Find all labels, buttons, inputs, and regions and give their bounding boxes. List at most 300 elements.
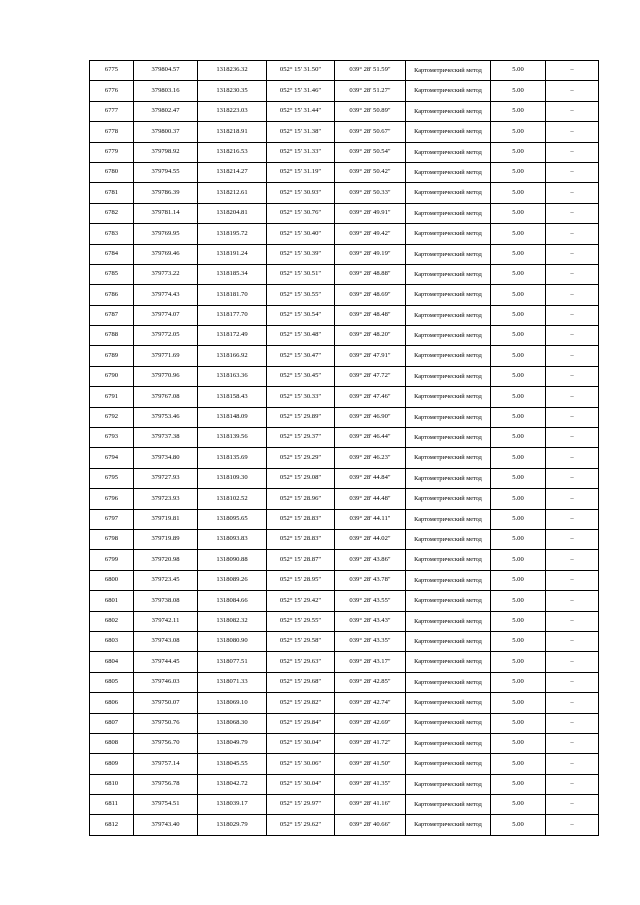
x-coordinate-cell: 379786.39 — [134, 183, 198, 203]
accuracy-cell: 5.00 — [491, 550, 546, 570]
y-coordinate-cell: 1318069.10 — [198, 693, 267, 713]
method-cell: Картометрический метод — [406, 203, 491, 223]
x-coordinate-cell: 379781.14 — [134, 203, 198, 223]
latitude-cell: 052° 15' 29.97" — [267, 795, 335, 815]
y-coordinate-cell: 1318223.03 — [198, 101, 267, 121]
method-cell: Картометрический метод — [406, 652, 491, 672]
accuracy-cell: 5.00 — [491, 713, 546, 733]
latitude-cell: 052° 15' 30.93" — [267, 183, 335, 203]
y-coordinate-cell: 1318039.17 — [198, 795, 267, 815]
y-coordinate-cell: 1318212.61 — [198, 183, 267, 203]
table-row — [90, 142, 599, 162]
x-coordinate-cell: 379743.08 — [134, 631, 198, 651]
method-cell: Картометрический метод — [406, 142, 491, 162]
point-number-cell: 6812 — [90, 815, 134, 835]
table-row — [90, 407, 599, 427]
table-row — [90, 326, 599, 346]
accuracy-cell: 5.00 — [491, 162, 546, 182]
table-row — [90, 244, 599, 264]
method-cell: Картометрический метод — [406, 387, 491, 407]
note-cell: – — [546, 285, 599, 305]
latitude-cell: 052° 15' 30.04" — [267, 733, 335, 753]
point-number-cell: 6807 — [90, 713, 134, 733]
x-coordinate-cell: 379769.95 — [134, 224, 198, 244]
y-coordinate-cell: 1318135.69 — [198, 448, 267, 468]
longitude-cell: 039° 28' 48.20" — [335, 326, 406, 346]
point-number-cell: 6779 — [90, 142, 134, 162]
table-row — [90, 366, 599, 386]
longitude-cell: 039° 28' 46.44" — [335, 428, 406, 448]
method-cell: Картометрический метод — [406, 795, 491, 815]
y-coordinate-cell: 1318185.34 — [198, 264, 267, 284]
table-row — [90, 468, 599, 488]
accuracy-cell: 5.00 — [491, 733, 546, 753]
table-row — [90, 713, 599, 733]
note-cell: – — [546, 509, 599, 529]
latitude-cell: 052° 15' 29.42" — [267, 591, 335, 611]
x-coordinate-cell: 379794.55 — [134, 162, 198, 182]
accuracy-cell: 5.00 — [491, 203, 546, 223]
longitude-cell: 039° 28' 40.66" — [335, 815, 406, 835]
note-cell: – — [546, 570, 599, 590]
y-coordinate-cell: 1318045.55 — [198, 754, 267, 774]
note-cell: – — [546, 489, 599, 509]
longitude-cell: 039° 28' 50.89" — [335, 101, 406, 121]
method-cell: Картометрический метод — [406, 774, 491, 794]
longitude-cell: 039° 28' 43.17" — [335, 652, 406, 672]
x-coordinate-cell: 379750.07 — [134, 693, 198, 713]
point-number-cell: 6805 — [90, 672, 134, 692]
y-coordinate-cell: 1318042.72 — [198, 774, 267, 794]
latitude-cell: 052° 15' 28.83" — [267, 509, 335, 529]
point-number-cell: 6811 — [90, 795, 134, 815]
method-cell: Картометрический метод — [406, 468, 491, 488]
y-coordinate-cell: 1318068.30 — [198, 713, 267, 733]
method-cell: Картометрический метод — [406, 611, 491, 631]
latitude-cell: 052° 15' 30.06" — [267, 754, 335, 774]
latitude-cell: 052° 15' 31.38" — [267, 122, 335, 142]
x-coordinate-cell: 379723.93 — [134, 489, 198, 509]
latitude-cell: 052° 15' 30.51" — [267, 264, 335, 284]
point-number-cell: 6809 — [90, 754, 134, 774]
note-cell: – — [546, 142, 599, 162]
y-coordinate-cell: 1318204.81 — [198, 203, 267, 223]
longitude-cell: 039° 28' 49.42" — [335, 224, 406, 244]
note-cell: – — [546, 693, 599, 713]
longitude-cell: 039° 28' 51.27" — [335, 81, 406, 101]
method-cell: Картометрический метод — [406, 122, 491, 142]
point-number-cell: 6810 — [90, 774, 134, 794]
table-row — [90, 631, 599, 651]
x-coordinate-cell: 379757.14 — [134, 754, 198, 774]
point-number-cell: 6796 — [90, 489, 134, 509]
point-number-cell: 6806 — [90, 693, 134, 713]
longitude-cell: 039° 28' 49.19" — [335, 244, 406, 264]
accuracy-cell: 5.00 — [491, 448, 546, 468]
longitude-cell: 039° 28' 43.35" — [335, 631, 406, 651]
longitude-cell: 039° 28' 48.69" — [335, 285, 406, 305]
longitude-cell: 039° 28' 46.90" — [335, 407, 406, 427]
point-number-cell: 6788 — [90, 326, 134, 346]
y-coordinate-cell: 1318093.83 — [198, 529, 267, 549]
latitude-cell: 052° 15' 29.68" — [267, 672, 335, 692]
method-cell: Картометрический метод — [406, 183, 491, 203]
accuracy-cell: 5.00 — [491, 285, 546, 305]
accuracy-cell: 5.00 — [491, 672, 546, 692]
table-row — [90, 754, 599, 774]
method-cell: Картометрический метод — [406, 591, 491, 611]
note-cell: – — [546, 162, 599, 182]
note-cell: – — [546, 81, 599, 101]
longitude-cell: 039° 28' 44.84" — [335, 468, 406, 488]
y-coordinate-cell: 1318109.30 — [198, 468, 267, 488]
coordinates-table — [89, 60, 599, 836]
longitude-cell: 039° 28' 43.78" — [335, 570, 406, 590]
latitude-cell: 052° 15' 30.48" — [267, 326, 335, 346]
note-cell: – — [546, 224, 599, 244]
x-coordinate-cell: 379746.03 — [134, 672, 198, 692]
method-cell: Картометрический метод — [406, 224, 491, 244]
x-coordinate-cell: 379753.46 — [134, 407, 198, 427]
accuracy-cell: 5.00 — [491, 468, 546, 488]
y-coordinate-cell: 1318181.70 — [198, 285, 267, 305]
x-coordinate-cell: 379750.76 — [134, 713, 198, 733]
point-number-cell: 6798 — [90, 529, 134, 549]
y-coordinate-cell: 1318218.91 — [198, 122, 267, 142]
table-row — [90, 346, 599, 366]
longitude-cell: 039° 28' 42.69" — [335, 713, 406, 733]
accuracy-cell: 5.00 — [491, 774, 546, 794]
latitude-cell: 052° 15' 29.58" — [267, 631, 335, 651]
point-number-cell: 6799 — [90, 550, 134, 570]
x-coordinate-cell: 379720.98 — [134, 550, 198, 570]
latitude-cell: 052° 15' 30.45" — [267, 366, 335, 386]
point-number-cell: 6785 — [90, 264, 134, 284]
note-cell: – — [546, 407, 599, 427]
method-cell: Картометрический метод — [406, 489, 491, 509]
note-cell: – — [546, 815, 599, 835]
latitude-cell: 052° 15' 29.55" — [267, 611, 335, 631]
point-number-cell: 6803 — [90, 631, 134, 651]
y-coordinate-cell: 1318080.90 — [198, 631, 267, 651]
note-cell: – — [546, 326, 599, 346]
x-coordinate-cell: 379738.08 — [134, 591, 198, 611]
accuracy-cell: 5.00 — [491, 489, 546, 509]
method-cell: Картометрический метод — [406, 162, 491, 182]
accuracy-cell: 5.00 — [491, 101, 546, 121]
note-cell: – — [546, 672, 599, 692]
latitude-cell: 052° 15' 31.50" — [267, 61, 335, 81]
y-coordinate-cell: 1318191.24 — [198, 244, 267, 264]
latitude-cell: 052° 15' 29.37" — [267, 428, 335, 448]
latitude-cell: 052° 15' 28.96" — [267, 489, 335, 509]
table-row — [90, 428, 599, 448]
accuracy-cell: 5.00 — [491, 754, 546, 774]
method-cell: Картометрический метод — [406, 733, 491, 753]
latitude-cell: 052° 15' 28.95" — [267, 570, 335, 590]
accuracy-cell: 5.00 — [491, 591, 546, 611]
x-coordinate-cell: 379737.38 — [134, 428, 198, 448]
note-cell: – — [546, 774, 599, 794]
x-coordinate-cell: 379756.78 — [134, 774, 198, 794]
table-body — [90, 61, 599, 836]
latitude-cell: 052° 15' 28.83" — [267, 529, 335, 549]
table-row — [90, 570, 599, 590]
x-coordinate-cell: 379734.80 — [134, 448, 198, 468]
point-number-cell: 6793 — [90, 428, 134, 448]
point-number-cell: 6795 — [90, 468, 134, 488]
note-cell: – — [546, 346, 599, 366]
x-coordinate-cell: 379770.96 — [134, 366, 198, 386]
y-coordinate-cell: 1318195.72 — [198, 224, 267, 244]
table-row — [90, 693, 599, 713]
accuracy-cell: 5.00 — [491, 224, 546, 244]
point-number-cell: 6794 — [90, 448, 134, 468]
note-cell: – — [546, 203, 599, 223]
latitude-cell: 052° 15' 30.76" — [267, 203, 335, 223]
latitude-cell: 052° 15' 29.08" — [267, 468, 335, 488]
table-row — [90, 305, 599, 325]
longitude-cell: 039° 28' 44.11" — [335, 509, 406, 529]
latitude-cell: 052° 15' 28.87" — [267, 550, 335, 570]
x-coordinate-cell: 379754.51 — [134, 795, 198, 815]
point-number-cell: 6776 — [90, 81, 134, 101]
y-coordinate-cell: 1318084.66 — [198, 591, 267, 611]
table-row — [90, 815, 599, 835]
point-number-cell: 6801 — [90, 591, 134, 611]
point-number-cell: 6791 — [90, 387, 134, 407]
longitude-cell: 039° 28' 47.91" — [335, 346, 406, 366]
point-number-cell: 6778 — [90, 122, 134, 142]
table-row — [90, 774, 599, 794]
longitude-cell: 039° 28' 47.46" — [335, 387, 406, 407]
point-number-cell: 6780 — [90, 162, 134, 182]
note-cell: – — [546, 264, 599, 284]
table-row — [90, 203, 599, 223]
accuracy-cell: 5.00 — [491, 815, 546, 835]
method-cell: Картометрический метод — [406, 407, 491, 427]
x-coordinate-cell: 379744.45 — [134, 652, 198, 672]
table-row — [90, 183, 599, 203]
longitude-cell: 039° 28' 41.16" — [335, 795, 406, 815]
latitude-cell: 052° 15' 31.33" — [267, 142, 335, 162]
longitude-cell: 039° 28' 48.48" — [335, 305, 406, 325]
method-cell: Картометрический метод — [406, 509, 491, 529]
method-cell: Картометрический метод — [406, 81, 491, 101]
latitude-cell: 052° 15' 31.44" — [267, 101, 335, 121]
point-number-cell: 6782 — [90, 203, 134, 223]
point-number-cell: 6777 — [90, 101, 134, 121]
latitude-cell: 052° 15' 29.29" — [267, 448, 335, 468]
method-cell: Картометрический метод — [406, 305, 491, 325]
accuracy-cell: 5.00 — [491, 264, 546, 284]
longitude-cell: 039° 28' 43.43" — [335, 611, 406, 631]
table-row — [90, 733, 599, 753]
x-coordinate-cell: 379773.22 — [134, 264, 198, 284]
point-number-cell: 6792 — [90, 407, 134, 427]
accuracy-cell: 5.00 — [491, 81, 546, 101]
point-number-cell: 6800 — [90, 570, 134, 590]
method-cell: Картометрический метод — [406, 550, 491, 570]
method-cell: Картометрический метод — [406, 428, 491, 448]
method-cell: Картометрический метод — [406, 285, 491, 305]
point-number-cell: 6775 — [90, 61, 134, 81]
table-row — [90, 162, 599, 182]
method-cell: Картометрический метод — [406, 101, 491, 121]
table-row — [90, 550, 599, 570]
accuracy-cell: 5.00 — [491, 529, 546, 549]
y-coordinate-cell: 1318139.56 — [198, 428, 267, 448]
longitude-cell: 039° 28' 41.50" — [335, 754, 406, 774]
y-coordinate-cell: 1318166.92 — [198, 346, 267, 366]
longitude-cell: 039° 28' 41.35" — [335, 774, 406, 794]
y-coordinate-cell: 1318177.70 — [198, 305, 267, 325]
x-coordinate-cell: 379771.69 — [134, 346, 198, 366]
point-number-cell: 6790 — [90, 366, 134, 386]
method-cell: Картометрический метод — [406, 448, 491, 468]
method-cell: Картометрический метод — [406, 244, 491, 264]
latitude-cell: 052° 15' 29.62" — [267, 815, 335, 835]
x-coordinate-cell: 379719.89 — [134, 529, 198, 549]
method-cell: Картометрический метод — [406, 326, 491, 346]
note-cell: – — [546, 244, 599, 264]
note-cell: – — [546, 183, 599, 203]
note-cell: – — [546, 122, 599, 142]
method-cell: Картометрический метод — [406, 61, 491, 81]
table-row — [90, 672, 599, 692]
latitude-cell: 052° 15' 31.46" — [267, 81, 335, 101]
accuracy-cell: 5.00 — [491, 244, 546, 264]
table-row — [90, 448, 599, 468]
y-coordinate-cell: 1318095.65 — [198, 509, 267, 529]
y-coordinate-cell: 1318089.26 — [198, 570, 267, 590]
point-number-cell: 6787 — [90, 305, 134, 325]
table-row — [90, 285, 599, 305]
x-coordinate-cell: 379774.43 — [134, 285, 198, 305]
x-coordinate-cell: 379727.93 — [134, 468, 198, 488]
latitude-cell: 052° 15' 30.39" — [267, 244, 335, 264]
note-cell: – — [546, 733, 599, 753]
longitude-cell: 039° 28' 42.74" — [335, 693, 406, 713]
point-number-cell: 6781 — [90, 183, 134, 203]
x-coordinate-cell: 379772.05 — [134, 326, 198, 346]
latitude-cell: 052° 15' 30.40" — [267, 224, 335, 244]
latitude-cell: 052° 15' 30.33" — [267, 387, 335, 407]
y-coordinate-cell: 1318214.27 — [198, 162, 267, 182]
latitude-cell: 052° 15' 29.89" — [267, 407, 335, 427]
table-row — [90, 591, 599, 611]
table-row — [90, 509, 599, 529]
longitude-cell: 039° 28' 43.86" — [335, 550, 406, 570]
note-cell: – — [546, 550, 599, 570]
x-coordinate-cell: 379743.40 — [134, 815, 198, 835]
table-row — [90, 652, 599, 672]
table-row — [90, 61, 599, 81]
latitude-cell: 052° 15' 29.84" — [267, 713, 335, 733]
point-number-cell: 6808 — [90, 733, 134, 753]
y-coordinate-cell: 1318158.43 — [198, 387, 267, 407]
accuracy-cell: 5.00 — [491, 611, 546, 631]
point-number-cell: 6797 — [90, 509, 134, 529]
x-coordinate-cell: 379800.37 — [134, 122, 198, 142]
point-number-cell: 6783 — [90, 224, 134, 244]
accuracy-cell: 5.00 — [491, 570, 546, 590]
table-row — [90, 224, 599, 244]
y-coordinate-cell: 1318163.36 — [198, 366, 267, 386]
note-cell: – — [546, 428, 599, 448]
longitude-cell: 039° 28' 49.91" — [335, 203, 406, 223]
note-cell: – — [546, 795, 599, 815]
table-row — [90, 489, 599, 509]
x-coordinate-cell: 379719.81 — [134, 509, 198, 529]
y-coordinate-cell: 1318236.32 — [198, 61, 267, 81]
accuracy-cell: 5.00 — [491, 407, 546, 427]
y-coordinate-cell: 1318172.49 — [198, 326, 267, 346]
longitude-cell: 039° 28' 48.88" — [335, 264, 406, 284]
accuracy-cell: 5.00 — [491, 326, 546, 346]
latitude-cell: 052° 15' 30.47" — [267, 346, 335, 366]
y-coordinate-cell: 1318071.33 — [198, 672, 267, 692]
accuracy-cell: 5.00 — [491, 693, 546, 713]
y-coordinate-cell: 1318077.51 — [198, 652, 267, 672]
accuracy-cell: 5.00 — [491, 509, 546, 529]
note-cell: – — [546, 591, 599, 611]
accuracy-cell: 5.00 — [491, 428, 546, 448]
accuracy-cell: 5.00 — [491, 652, 546, 672]
latitude-cell: 052° 15' 30.04" — [267, 774, 335, 794]
x-coordinate-cell: 379774.07 — [134, 305, 198, 325]
latitude-cell: 052° 15' 31.19" — [267, 162, 335, 182]
longitude-cell: 039° 28' 50.67" — [335, 122, 406, 142]
method-cell: Картометрический метод — [406, 693, 491, 713]
y-coordinate-cell: 1318029.79 — [198, 815, 267, 835]
x-coordinate-cell: 379723.45 — [134, 570, 198, 590]
longitude-cell: 039° 28' 50.42" — [335, 162, 406, 182]
note-cell: – — [546, 305, 599, 325]
longitude-cell: 039° 28' 44.02" — [335, 529, 406, 549]
x-coordinate-cell: 379756.70 — [134, 733, 198, 753]
table-row — [90, 101, 599, 121]
table-row — [90, 387, 599, 407]
note-cell: – — [546, 754, 599, 774]
latitude-cell: 052° 15' 29.82" — [267, 693, 335, 713]
x-coordinate-cell: 379742.11 — [134, 611, 198, 631]
accuracy-cell: 5.00 — [491, 631, 546, 651]
accuracy-cell: 5.00 — [491, 183, 546, 203]
latitude-cell: 052° 15' 30.55" — [267, 285, 335, 305]
longitude-cell: 039° 28' 50.33" — [335, 183, 406, 203]
y-coordinate-cell: 1318102.52 — [198, 489, 267, 509]
longitude-cell: 039° 28' 50.54" — [335, 142, 406, 162]
table-row — [90, 264, 599, 284]
longitude-cell: 039° 28' 41.72" — [335, 733, 406, 753]
accuracy-cell: 5.00 — [491, 122, 546, 142]
table-row — [90, 795, 599, 815]
note-cell: – — [546, 448, 599, 468]
x-coordinate-cell: 379804.57 — [134, 61, 198, 81]
point-number-cell: 6802 — [90, 611, 134, 631]
x-coordinate-cell: 379767.08 — [134, 387, 198, 407]
y-coordinate-cell: 1318230.35 — [198, 81, 267, 101]
note-cell: – — [546, 387, 599, 407]
longitude-cell: 039° 28' 51.59" — [335, 61, 406, 81]
note-cell: – — [546, 652, 599, 672]
longitude-cell: 039° 28' 46.23" — [335, 448, 406, 468]
note-cell: – — [546, 631, 599, 651]
latitude-cell: 052° 15' 30.54" — [267, 305, 335, 325]
x-coordinate-cell: 379798.92 — [134, 142, 198, 162]
y-coordinate-cell: 1318216.53 — [198, 142, 267, 162]
